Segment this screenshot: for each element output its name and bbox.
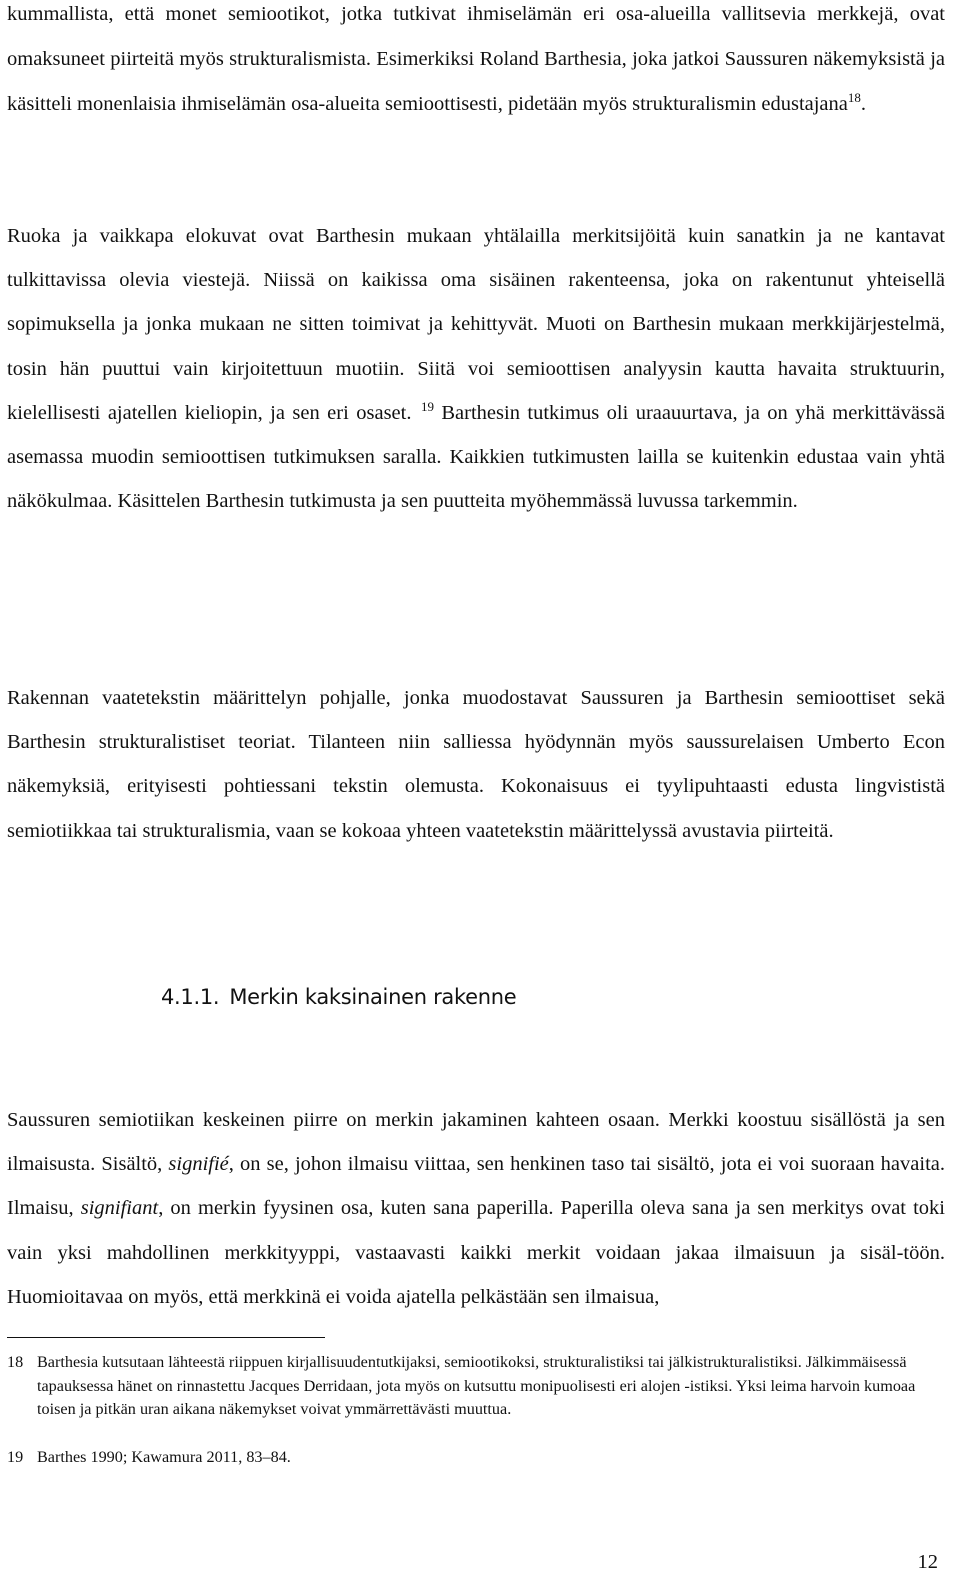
page-number: 12 [917, 1551, 938, 1573]
paragraph-text: Rakennan vaatetekstin määrittelyn pohjalle, jonka muodostavat Saussuren ja Barthesin semioottiset sekä Barthesin strukturalistiset teoriat. Tilanteen niin salliessa hyödynnän myös saussurelaisen Umberto Econ näkemyksiä, erityisesti pohtiessani tekstin olemusta. Kokonaisuus ei tyylipuhtaasti edusta lingvististä semiotiikkaa tai strukturalismia, vaan se kokoaa yhteen vaatetekstin määrittelyssä avustavia piirteitä. [7, 687, 945, 842]
section-number: 4.1.1. [161, 985, 220, 1009]
footnote-18 [7, 1351, 937, 1422]
footnote-text: Barthesia kutsutaan lähteestä riippuen kirjallisuudentutkijaksi, semiootikoksi, strukturalistiksi tai jälkistrukturalistiksi. Jälkimmäisessä tapauksessa hänet on rinnastettu Jacques Derridaan, jota myös on kutsuttu monipuolisesti eri alojen -istiksi. Yksi leima harvoin kumoaa toisen ja pitkän uran aikana näkemykset voivat ymmärrettävästi muuttua. [37, 1353, 916, 1418]
footnote-19 [7, 1446, 937, 1470]
paragraph-text: Barthesin tutkimus oli uraauurtava, ja on yhä merkittävässä asemassa muodin semioottisen tutkimuksen saralla. Kaikkien tutkimusten lailla se kuitenkin edustaa vain yhtä näkökulmaa. Käsittelen Barthesin tutkimusta ja sen puutteita myöhemmässä luvussa tarkemmin. [7, 401, 945, 513]
footnote-ref-19[interactable]: 19 [420, 398, 434, 414]
term-signifiant: signifiant [80, 1197, 159, 1220]
term-signifie: signifié [168, 1153, 229, 1176]
paragraph-text: , on merkin fyysinen osa, kuten sana paperilla. Paperilla oleva sana ja sen merkitys ovat toki vain yksi mahdollinen merkkityyppi, vastaavasti kaikki merkit voidaan jakaa ilmaisuun ja sisäl-töön. Huomioitavaa on myös, että merkkinä ei voida ajatella pelkästään sen ilmaisua, [7, 1197, 945, 1308]
footnote-number: 19 [7, 1448, 24, 1466]
paragraph-text: , on se, johon ilmaisu viittaa, sen henkinen taso tai sisältö, jota ei voi suoraan havaita. Ilmaisu, [7, 1153, 945, 1220]
section-title: Merkin kaksinainen rakenne [229, 985, 517, 1009]
paragraph-tail: . [860, 93, 867, 115]
footnote-text: Barthes 1990; Kawamura 2011, 83–84. [37, 1448, 291, 1466]
footnote-separator [7, 1337, 325, 1338]
paragraph-barthes-muoti [7, 214, 945, 523]
footnote-number: 18 [7, 1353, 24, 1371]
paragraph-strukturalismi [7, 0, 945, 127]
paragraph-text: Ruoka ja vaikkapa elokuvat ovat Barthesin mukaan yhtälailla merkitsijöitä kuin sanatkin ja ne kantavat tulkittavissa olevia viestejä. Niissä on kaikissa oma sisäinen rakenteensa, joka on rakentunut yhteisellä sopimuksella ja jonka mukaan ne sitten toimivat ja kehittyvät. Muoti on Barthesin mukaan merkkijärjestelmä, tosin hän puuttui vain kirjoitettuun muotiin. Siitä voi semioottisen analyysin kautta havaita struktuurin, kielellisesti ajatellen kieliopin, ja sen eri osaset. [7, 225, 945, 424]
paragraph-text: kummallista, että monet semiootikot, jotka tutkivat ihmiselämän eri osa-alueilla vallitsevia merkkejä, ovat omaksuneet piirteitä myös strukturalismista. Esimerkiksi Roland Barthesia, joka jatkoi Saussuren näkemyksistä ja käsitteli monenlaisia ihmiselämän osa-alueita semioottisesti, pidetään myös strukturalismin edustajana [7, 3, 945, 115]
paragraph-vaateteksti [7, 676, 945, 853]
paragraph-text: Saussuren semiotiikan keskeinen piirre on merkin jakaminen kahteen osaan. Merkki koostuu sisällöstä ja sen ilmaisusta. Sisältö, [7, 1109, 945, 1176]
section-heading [161, 985, 516, 1009]
paragraph-merkin-rakenne [7, 1098, 945, 1319]
footnote-ref-18[interactable]: 18 [847, 90, 861, 105]
